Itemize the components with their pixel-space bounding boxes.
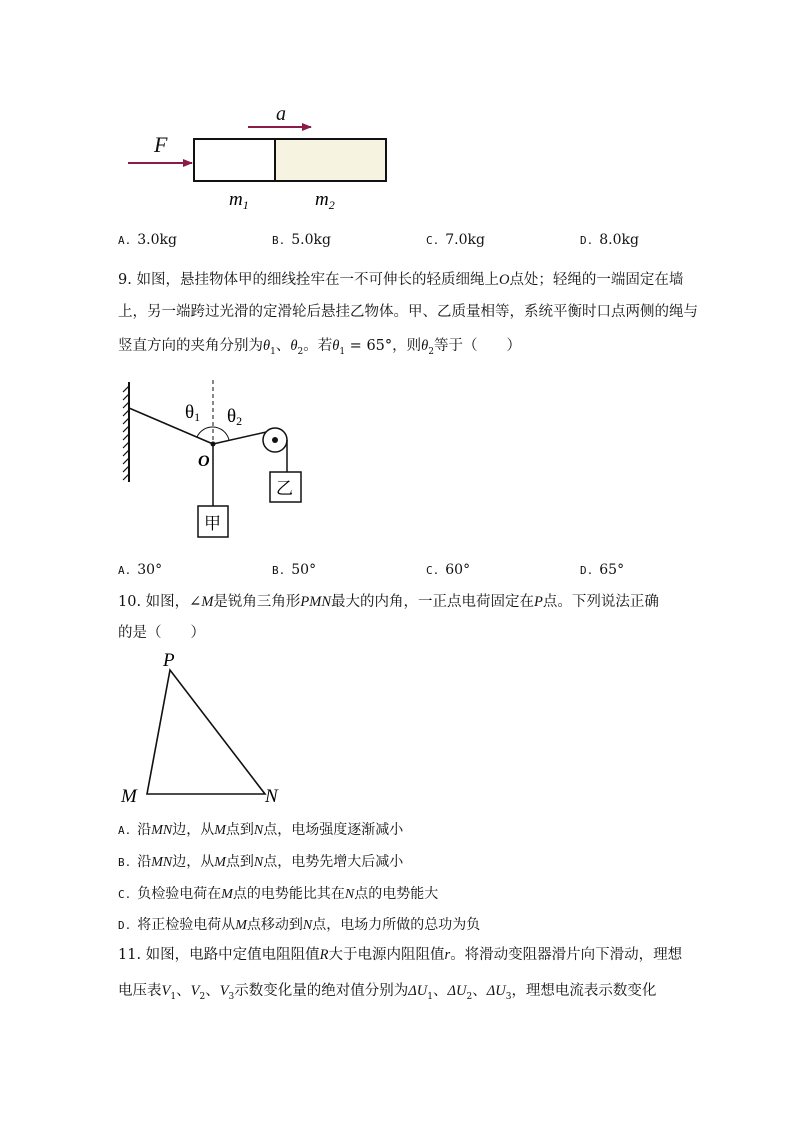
vertex-m: M [121, 786, 137, 807]
q10-option-d: D. 将正检验电荷从M点移动到N点，电场力所做的总功为负 [118, 917, 481, 933]
theta2-label: θ2 [227, 406, 243, 428]
force-label: F [154, 132, 168, 157]
q9-option-d: D. 65° [580, 562, 625, 578]
q8-option-b: B. 5.0kg [272, 232, 331, 248]
q10-option-a: A. 沿MN边，从M点到N点，电场强度逐渐减小 [118, 822, 404, 838]
mass-label-m1: $m_1$ [229, 189, 249, 212]
q10-line-1: 10. 如图，∠M是锐角三角形PMN最大的内角，一正点电荷固定在P点。下列说法正确 [118, 594, 659, 610]
figure-blocks [110, 95, 410, 220]
q10-line-2: 的是（ ） [118, 625, 205, 641]
svg-text:甲: 甲 [204, 514, 221, 533]
triangle-pmn [147, 670, 265, 794]
q9-line-2: 上，另一端跨过光滑的定滑轮后悬挂乙物体。甲、乙质量相等，系统平衡时口点两侧的绳与 [118, 304, 698, 320]
q8-option-a: A. 3.0kg [118, 232, 177, 248]
vertex-p: P [163, 650, 175, 671]
figure-triangle [115, 648, 295, 808]
q10-option-b: B. 沿MN边，从M点到N点，电势先增大后减小 [118, 854, 404, 870]
q11-line-2: 电压表$V_1$、$V_2$、$V_3$示数变化量的绝对值分别为$\Delta U_1$、$\Delta U_2$、$\Delta U_3$，理想电流表示数变化 [118, 983, 657, 1002]
mass-label-m2: $m_2$ [315, 189, 335, 212]
q8-option-d: D. 8.0kg [580, 232, 639, 248]
block-m2 [275, 139, 386, 181]
theta1-label: θ1 [185, 402, 201, 424]
block-m1 [194, 139, 275, 181]
svg-text:乙: 乙 [276, 479, 293, 498]
q9-option-b: B. 50° [272, 562, 317, 578]
acceleration-label: a [276, 103, 286, 125]
vertex-n: N [265, 786, 278, 807]
q8-option-c: C. 7.0kg [426, 232, 485, 248]
q9-line-1: 9. 如图，悬挂物体甲的细线拴牢在一不可伸长的轻质细绳上O点处；轻绳的一端固定在墙 [118, 272, 684, 288]
q11-line-1: 11. 如图，电路中定值电阻阻值R大于电源内阻阻值r。将滑动变阻器滑片向下滑动，理想 [118, 947, 683, 963]
q10-option-c: C. 负检验电荷在M点的电势能比其在N点的电势能大 [118, 886, 439, 902]
q9-option-a: A. 30° [118, 562, 163, 578]
point-o-label: O [198, 453, 210, 470]
figure-pulley [115, 378, 315, 543]
q9-option-c: C. 60° [426, 562, 471, 578]
rope-left [129, 408, 213, 444]
q9-line-3: 竖直方向的夹角分别为$\theta_1$、$\theta_2$。若$\theta_1 = 65^\circ$，则$\theta_2$等于（ ） [118, 338, 522, 357]
